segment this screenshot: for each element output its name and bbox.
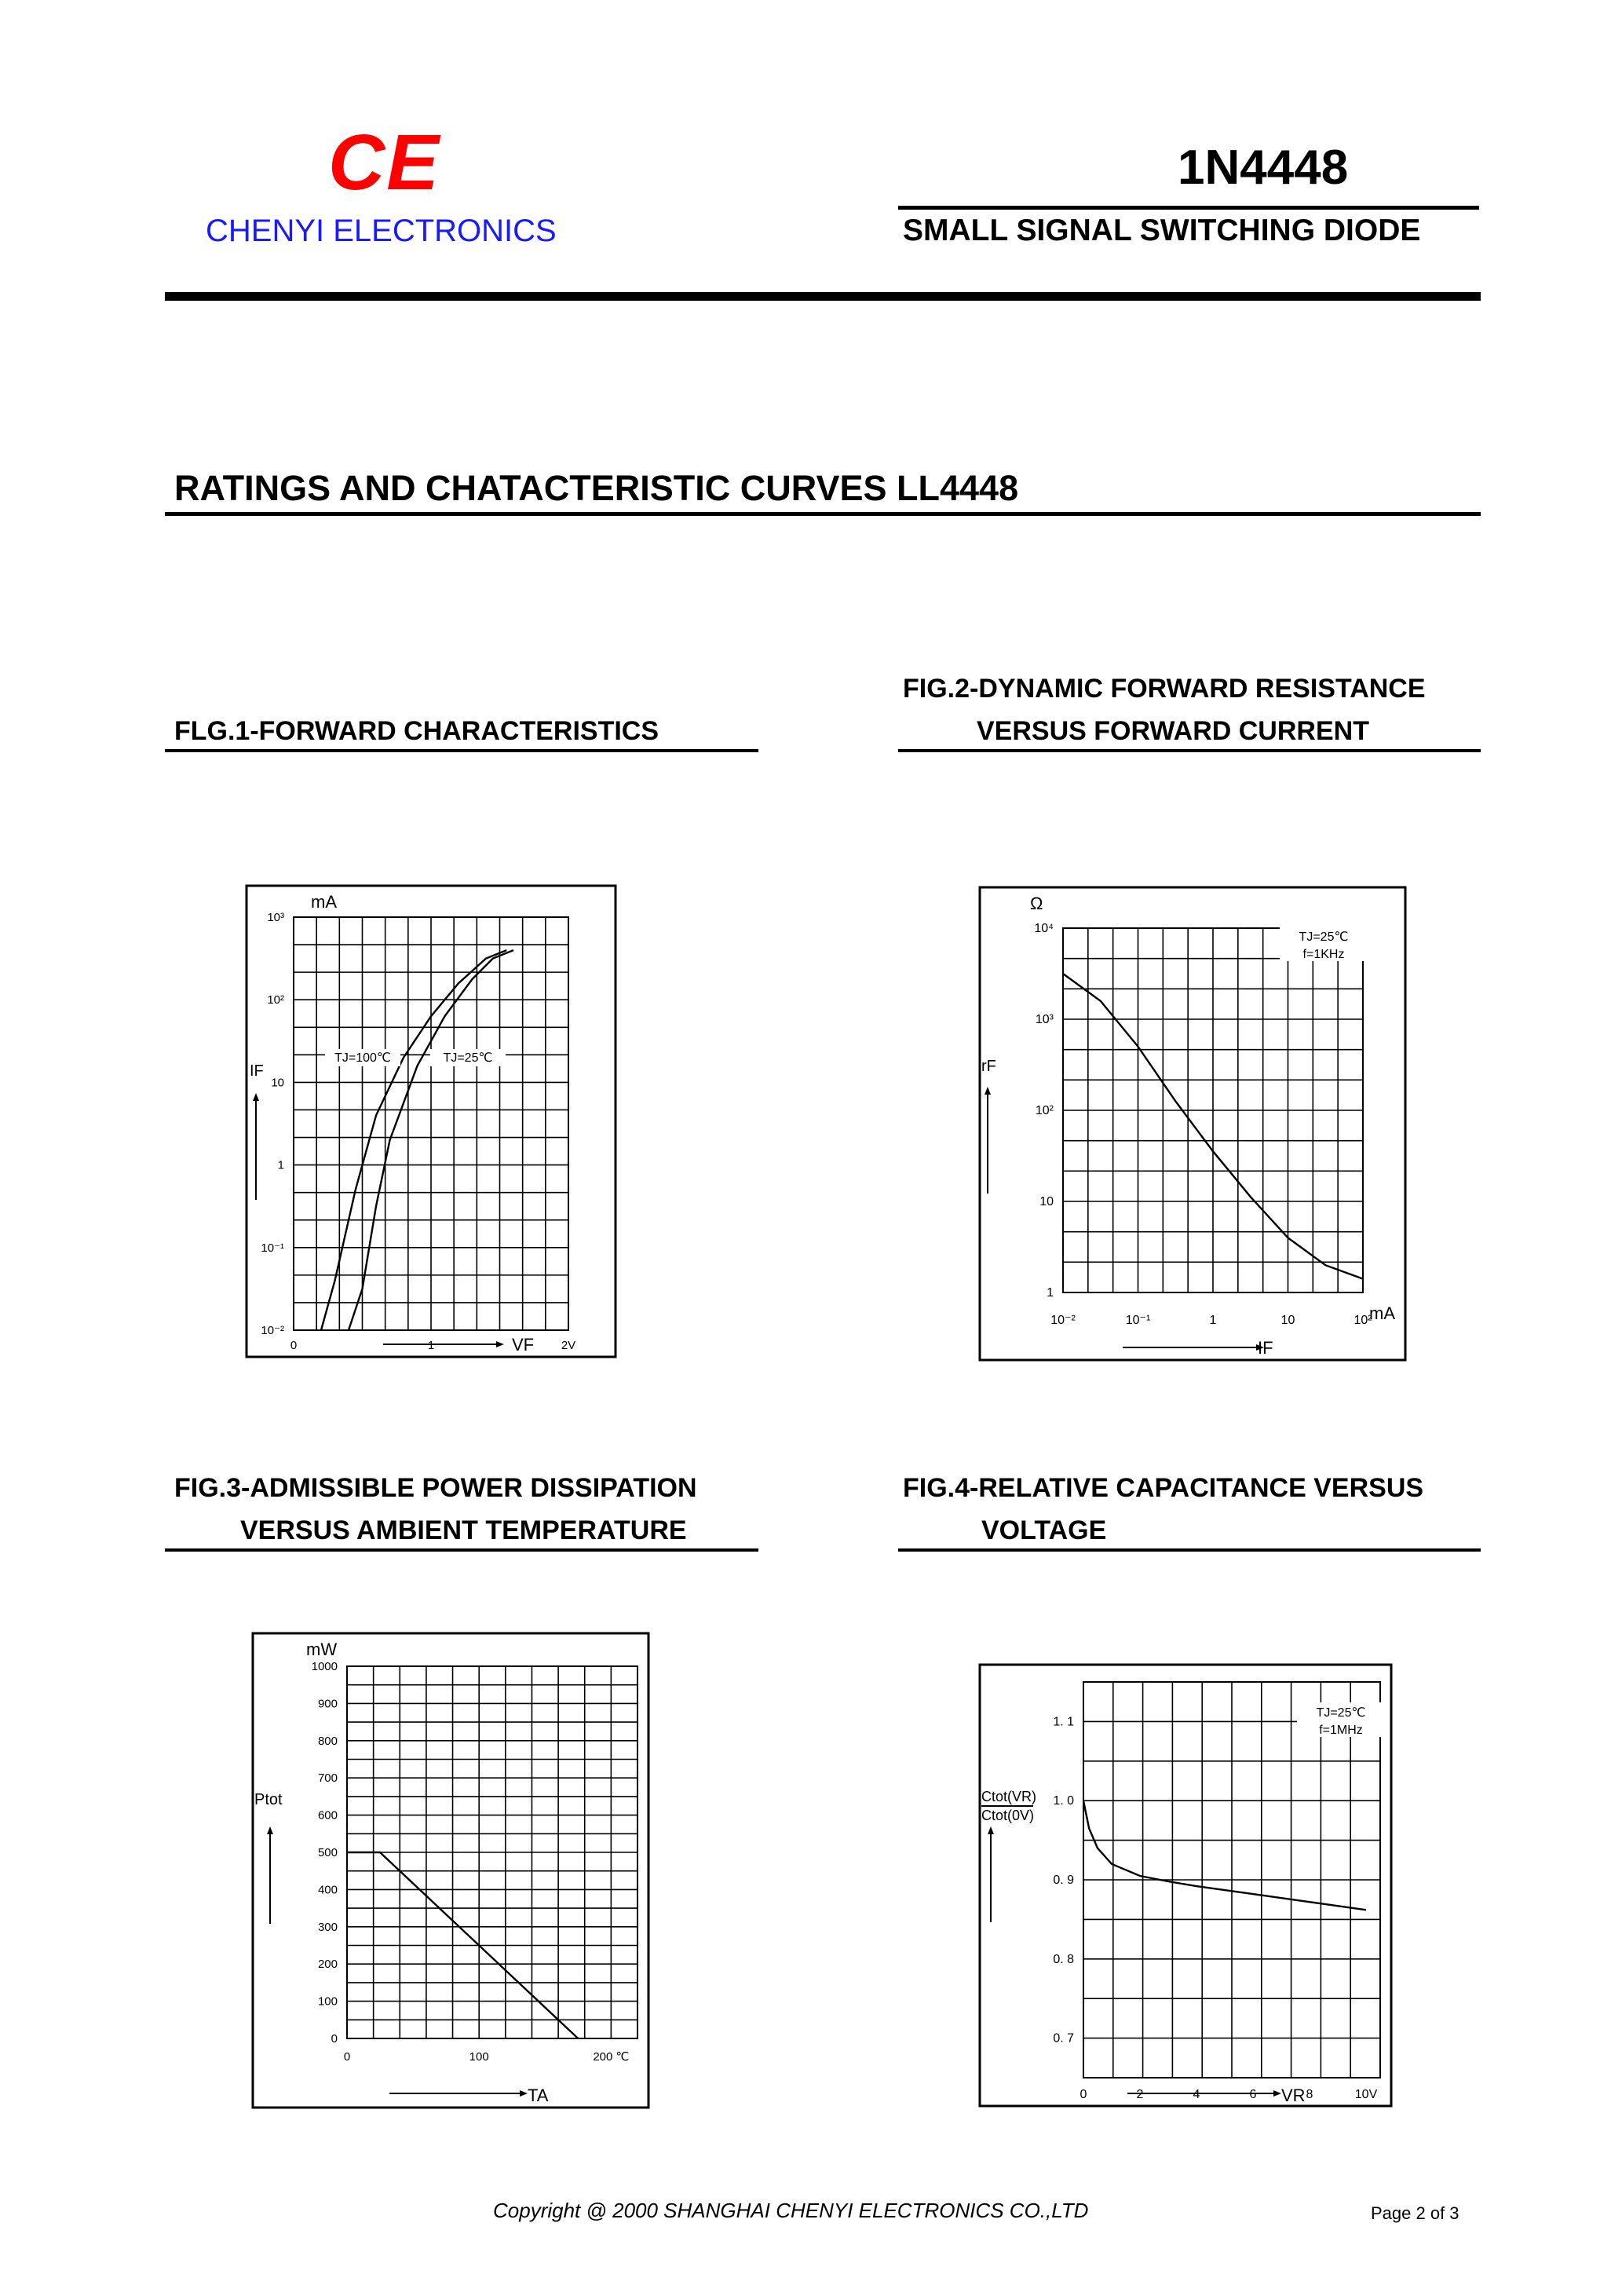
y-axis-arrowhead: [985, 1087, 991, 1095]
page-number: Page 2 of 3: [1371, 2203, 1459, 2223]
x-axis-label: VR: [1281, 2086, 1306, 2105]
y-unit-label: mW: [306, 1640, 338, 1659]
annotation-text: TJ=25℃: [1299, 930, 1349, 944]
fig4-title-line2: VOLTAGE: [981, 1515, 1107, 1545]
y-tick-label: 900: [317, 1697, 338, 1711]
y-unit-label: Ω: [1030, 894, 1043, 913]
x-tick-label: 10V: [1354, 2088, 1378, 2101]
y-tick-label: 0: [331, 2032, 338, 2046]
series-line: [1083, 1801, 1366, 1910]
fig3-title-line1: FIG.3-ADMISSIBLE POWER DISSIPATION: [174, 1473, 697, 1503]
fig4-title-rule: [898, 1548, 1481, 1552]
series-line: [321, 950, 506, 1330]
y-unit-label: mA: [311, 892, 337, 912]
x-axis-label: TA: [528, 2086, 549, 2105]
chart-forward-characteristics: [245, 884, 617, 1358]
annotation-text: f=1MHz: [1319, 1724, 1363, 1737]
x-tick-label: 10⁻¹: [1125, 1314, 1151, 1327]
x-tick-label: 200 ℃: [593, 2050, 630, 2064]
y-tick-label: 1: [277, 1158, 284, 1172]
y-tick-label: 400: [317, 1883, 338, 1897]
x-tick-label: 10⁻²: [1050, 1314, 1076, 1327]
y-tick-label: 1. 0: [1053, 1794, 1074, 1808]
chart-power-dissipation: [251, 1632, 650, 2109]
x-axis-arrowhead: [1273, 2090, 1281, 2097]
series-label: TJ=100℃: [334, 1051, 391, 1065]
y-axis-arrowhead: [253, 1093, 259, 1101]
annotation-text: f=1KHz: [1302, 948, 1345, 961]
x-tick-label: 6: [1249, 2088, 1257, 2101]
x-tick-label: 8: [1306, 2088, 1313, 2101]
x-axis-arrowhead: [520, 2090, 528, 2097]
fig2-title-rule: [898, 749, 1481, 752]
fig1-title-rule: [165, 749, 758, 752]
y-tick-label: 10⁴: [1034, 922, 1054, 935]
fig2-title-line1: FIG.2-DYNAMIC FORWARD RESISTANCE: [903, 674, 1426, 704]
fig1-title: FLG.1-FORWARD CHARACTERISTICS: [174, 716, 659, 746]
y-tick-label: 0. 8: [1053, 1952, 1074, 1966]
x-tick-label: 10: [1280, 1314, 1295, 1327]
y-tick-label: 10³: [1035, 1013, 1054, 1026]
y-axis-label: rF: [981, 1058, 996, 1075]
company-name: CHENYI ELECTRONICS: [206, 214, 557, 248]
y-tick-label: 1000: [311, 1660, 338, 1673]
x-tick-label: 1: [1209, 1314, 1217, 1327]
chart-dynamic-resistance: [978, 886, 1407, 1362]
x-tick-label: 2: [1136, 2088, 1144, 2101]
x-unit-label: mA: [1369, 1303, 1395, 1323]
section-rule: [165, 512, 1481, 516]
y-axis-label: Ptot: [254, 1791, 283, 1808]
y-tick-label: 600: [317, 1808, 338, 1823]
section-title: RATINGS AND CHATACTERISTIC CURVES LL4448: [174, 468, 1019, 508]
y-tick-label: 700: [317, 1771, 338, 1786]
y-tick-label: 10: [1039, 1195, 1054, 1208]
annotation-text: TJ=25℃: [1316, 1706, 1366, 1720]
y-axis-arrowhead: [988, 1826, 994, 1834]
x-tick-label: 0: [343, 2050, 351, 2064]
x-tick-label: 0: [290, 1339, 298, 1352]
company-logo: CE: [328, 119, 440, 207]
x-tick-label: 100: [469, 2050, 489, 2064]
y-tick-label: 1: [1047, 1286, 1054, 1300]
y-tick-label: 100: [317, 1994, 338, 2009]
x-tick-label: 0: [1080, 2088, 1087, 2101]
header-rule: [165, 292, 1481, 301]
y-tick-label: 800: [317, 1734, 338, 1748]
y-axis-label-top: Ctot(VR): [981, 1789, 1037, 1804]
y-tick-label: 0. 7: [1053, 2031, 1074, 2046]
x-axis-label: VF: [512, 1335, 535, 1355]
x-axis-label: IF: [1258, 1338, 1273, 1358]
fig2-title-line2: VERSUS FORWARD CURRENT: [977, 716, 1369, 746]
y-axis-arrowhead: [267, 1826, 273, 1834]
y-tick-label: 10²: [1035, 1104, 1054, 1117]
x-tick-label: 1: [427, 1339, 435, 1352]
y-axis-label: IF: [250, 1062, 264, 1080]
fig4-title-line1: FIG.4-RELATIVE CAPACITANCE VERSUS: [903, 1473, 1424, 1503]
chart-relative-capacitance: [978, 1663, 1393, 2108]
x-tick-label: 4: [1193, 2088, 1200, 2101]
y-tick-label: 1. 1: [1053, 1715, 1074, 1729]
y-tick-label: 500: [317, 1846, 338, 1859]
y-axis-label-bottom: Ctot(0V): [981, 1808, 1035, 1823]
fig3-title-rule: [165, 1548, 758, 1552]
y-tick-label: 10³: [267, 911, 284, 924]
y-tick-label: 10²: [267, 993, 284, 1007]
copyright-text: Copyright @ 2000 SHANGHAI CHENYI ELECTRONICS CO.,LTD: [493, 2199, 1089, 2222]
x-tick-label: 10²: [1353, 1314, 1372, 1327]
part-number: 1N4448: [1178, 141, 1349, 195]
y-tick-label: 10: [271, 1076, 284, 1090]
header-divider: [898, 206, 1479, 210]
y-tick-label: 10⁻²: [261, 1324, 284, 1337]
y-tick-label: 0. 9: [1053, 1874, 1074, 1887]
series-label: TJ=25℃: [443, 1051, 493, 1065]
y-tick-label: 300: [317, 1920, 338, 1934]
y-tick-label: 200: [317, 1958, 338, 1972]
product-subtitle: SMALL SIGNAL SWITCHING DIODE: [903, 214, 1421, 247]
fig3-title-line2: VERSUS AMBIENT TEMPERATURE: [240, 1515, 687, 1545]
x-tick-label: 2V: [561, 1339, 576, 1352]
x-axis-arrowhead: [496, 1341, 504, 1347]
y-tick-label: 10⁻¹: [261, 1241, 284, 1255]
